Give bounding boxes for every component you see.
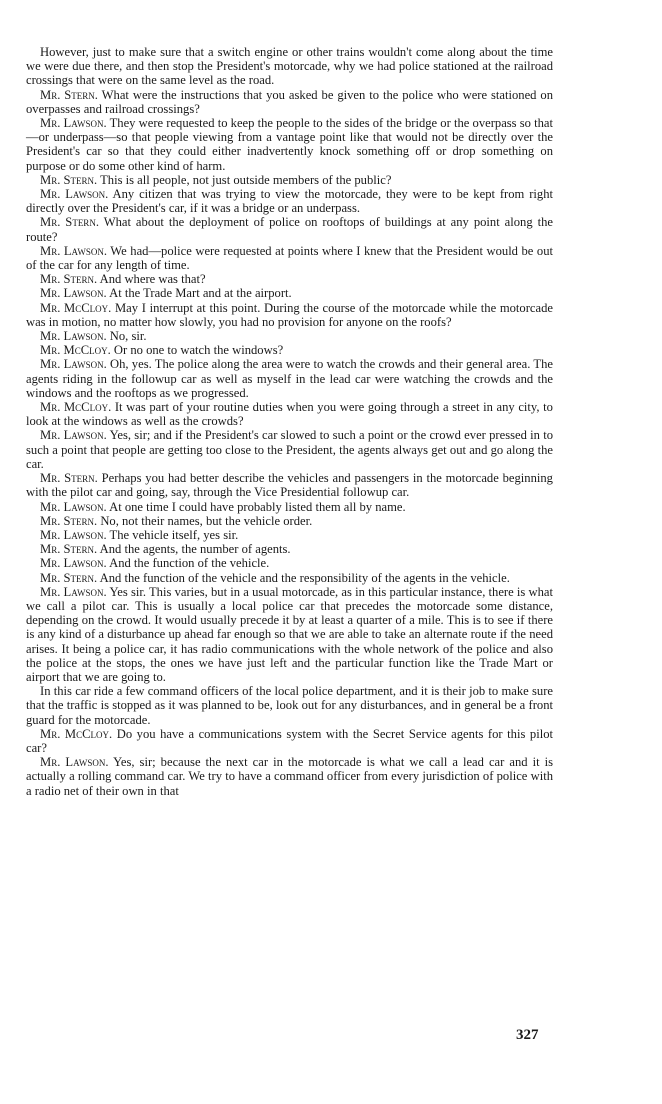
transcript-paragraph	[26, 727, 553, 755]
paragraph-text: Yes, sir; because the next car in the motorcade is what we call a lead car and it is actually a rolling command car. We try to have a command officer from every jurisdiction of police with a radio net of their own in that	[26, 755, 553, 798]
paragraph-text: At one time I could have probably listed them all by name.	[109, 499, 406, 514]
transcript-paragraph	[26, 173, 553, 187]
transcript-paragraph	[26, 500, 553, 514]
paragraph-text: And the agents, the number of agents.	[99, 542, 291, 557]
paragraph-text: And the function of the vehicle.	[109, 556, 270, 571]
paragraph-text: May I interrupt at this point. During the course of the motorcade while the motorcade was in motion, no matter how slowly, you had no provision for anyone on the roofs?	[26, 300, 553, 329]
speaker-name: Mr. Stern.	[40, 87, 98, 102]
transcript-paragraph	[26, 528, 553, 542]
transcript-paragraph	[26, 471, 553, 499]
transcript-paragraph	[26, 329, 553, 343]
speaker-name: Mr. Stern.	[40, 272, 98, 287]
transcript-paragraph	[26, 755, 553, 798]
transcript-paragraph	[26, 684, 553, 727]
paragraph-text: At the Trade Mart and at the airport.	[109, 286, 292, 301]
speaker-name: Mr. Stern.	[40, 172, 98, 187]
speaker-name: Mr. Lawson.	[40, 499, 107, 514]
paragraph-text: We had—police were requested at points where I knew that the President would be out of the car for any length of time.	[26, 243, 553, 273]
page-number: 327	[516, 1027, 539, 1043]
speaker-name: Mr. Stern.	[40, 570, 98, 585]
paragraph-text: The vehicle itself, yes sir.	[109, 527, 239, 542]
transcript-paragraph	[26, 585, 553, 684]
transcript-paragraph	[26, 514, 553, 528]
speaker-name: Mr. Lawson.	[40, 428, 107, 443]
transcript-paragraph	[26, 357, 553, 400]
paragraph-text: What about the deployment of police on rooftops of buildings at any point along the route?	[26, 215, 553, 244]
transcript-paragraph	[26, 400, 553, 428]
paragraph-text: Any citizen that was trying to view the motorcade, they were to be kept from right directly over the President's car, if it was a bridge or an underpass.	[26, 187, 553, 216]
paragraph-text: Or no one to watch the windows?	[113, 343, 284, 358]
speaker-name: Mr. McCloy.	[40, 726, 113, 741]
paragraph-text: However, just to make sure that a switch engine or other trains wouldn't come along about the time we were due there, and then stop the President's motorcade, why we had police stationed at the railroad crossings that were on the same level as the road.	[26, 45, 553, 88]
speaker-name: Mr. McCloy.	[40, 400, 112, 415]
speaker-name: Mr. Stern.	[40, 542, 98, 557]
transcript-paragraph	[26, 301, 553, 329]
transcript-paragraph	[26, 286, 553, 300]
transcript-paragraph	[26, 244, 553, 272]
transcript-paragraph	[26, 215, 553, 243]
speaker-name: Mr. Lawson.	[40, 116, 107, 131]
paragraph-text: Oh, yes. The police along the area were to watch the crowds and their general area. The agents riding in the followup car as well as myself in the lead car were watching the crowds and the windows and the rooftops as we progressed.	[26, 357, 553, 400]
speaker-name: Mr. McCloy.	[40, 300, 112, 315]
paragraph-text: This is all people, not just outside members of the public?	[100, 172, 392, 187]
speaker-name: Mr. Lawson.	[40, 286, 107, 301]
paragraph-text: Do you have a communications system with the Secret Service agents for this pilot car?	[26, 726, 553, 755]
speaker-name: Mr. Stern.	[40, 471, 98, 486]
transcript-paragraph	[26, 571, 553, 585]
speaker-name: Mr. Lawson.	[40, 556, 107, 571]
speaker-name: Mr. Lawson.	[40, 187, 109, 202]
speaker-name: Mr. Lawson.	[40, 527, 107, 542]
paragraph-text: Yes, sir; and if the President's car slowed to such a point or the crowd ever pressed in to such a point that people are getting too close to the President, the agents always get out and go along the car.	[26, 428, 554, 471]
paragraph-text: Perhaps you had better describe the vehicles and passengers in the motorcade beginning with the pilot car and going, say, through the Vice Presidential followup car.	[26, 471, 553, 500]
paragraph-text: And the function of the vehicle and the responsibility of the agents in the vehicle.	[99, 570, 510, 585]
transcript-paragraph	[26, 542, 553, 556]
paragraph-text: What were the instructions that you asked be given to the police who were stationed on overpasses and railroad crossings?	[26, 87, 554, 116]
speaker-name: Mr. Lawson.	[40, 755, 109, 770]
transcript-paragraph	[26, 556, 553, 570]
transcript-paragraph	[26, 343, 553, 357]
speaker-name: Mr. Lawson.	[40, 584, 107, 599]
transcript-paragraph	[26, 45, 553, 88]
paragraph-text: Yes sir. This varies, but in a usual motorcade, as in this particular instance, there is what we call a pilot car. This is usually a local police car that precedes the motorcade some distance, depending on the crowd. It would usually precede it by at least a quarter of a mile. This is to see if there is any kind of a disturbance up ahead far enough so that we are able to take an alternate route if the need arises. It being a police car, it has radio communications with the whole network of the police and also the police at the stops, the ones we have just left and the particular function like the Trade Mart or airport that we are going to.	[26, 584, 554, 684]
transcript-paragraph	[26, 428, 553, 471]
transcript-body	[26, 45, 553, 798]
speaker-name: Mr. Lawson.	[40, 329, 107, 344]
speaker-name: Mr. Stern.	[40, 513, 98, 528]
speaker-name: Mr. McCloy.	[40, 343, 111, 358]
transcript-paragraph	[26, 116, 553, 173]
paragraph-text: And where was that?	[99, 272, 206, 287]
paragraph-text: No, sir.	[109, 329, 147, 344]
speaker-name: Mr. Lawson.	[40, 243, 107, 258]
speaker-name: Mr. Stern.	[40, 215, 99, 230]
paragraph-text: In this car ride a few command officers of the local police department, and it is their job to make sure that the traffic is stopped as it was planned to be, look out for any disturbances, and in general be a front guard for the motorcade.	[26, 684, 553, 727]
paragraph-text: It was part of your routine duties when you were going through a street in any city, to look at the windows as well as the crowds?	[26, 400, 553, 429]
transcript-paragraph	[26, 88, 553, 116]
transcript-paragraph	[26, 272, 553, 286]
paragraph-text: They were requested to keep the people to the sides of the bridge or the overpass so that—or underpass—so that people viewing from a vantage point like that would not be directly over the President's car so that they could either inadvertently knock something off or drop something on purpose or do some other kind of harm.	[26, 116, 554, 173]
transcript-paragraph	[26, 187, 553, 215]
paragraph-text: No, not their names, but the vehicle order.	[100, 513, 313, 528]
speaker-name: Mr. Lawson.	[40, 357, 107, 372]
